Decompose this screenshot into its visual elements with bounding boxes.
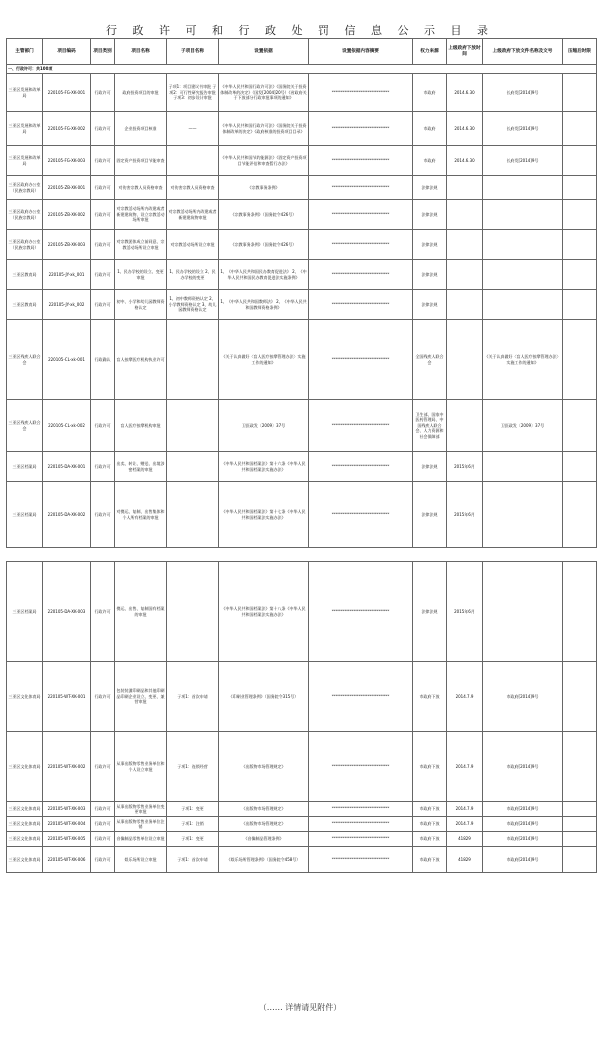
- cell-time: 2015年6月: [447, 482, 483, 548]
- cell-sub: 对宗教活动场所设立审批: [167, 230, 219, 260]
- table-row: [7, 200, 597, 230]
- cell-code: 220105-ZB-XK-001: [43, 176, 91, 200]
- cell-time: 2014.6.30: [447, 146, 483, 176]
- cell-time: 41829: [447, 847, 483, 873]
- gap-cell: [7, 548, 597, 562]
- cell-limit: [563, 320, 597, 400]
- cell-name: 包装装潢印刷品和其他印刷品印刷企业设立、变更、兼营审批: [115, 662, 167, 732]
- cell-limit: [563, 176, 597, 200]
- cell-summary: ********************************: [309, 562, 413, 662]
- cell-basis: 《出版物市场管理规定》: [219, 732, 309, 802]
- cell-limit: [563, 482, 597, 548]
- cell-name: 从事出版物零售业务单位变更审批: [115, 802, 167, 817]
- cell-sub: 子项1：连锁经营: [167, 732, 219, 802]
- cell-limit: [563, 112, 597, 146]
- cell-sub: [167, 400, 219, 452]
- cell-code: 220105-WT-XK-002: [43, 732, 91, 802]
- table-row: [7, 176, 597, 200]
- cell-limit: [563, 146, 597, 176]
- cell-summary: ********************************: [309, 662, 413, 732]
- cell-limit: [563, 400, 597, 452]
- cell-summary: ********************************: [309, 290, 413, 320]
- table-row: [7, 662, 597, 732]
- cell-dept: 三亚区教育局: [7, 260, 43, 290]
- table-row: [7, 562, 597, 662]
- cell-time: 2015年6月: [447, 562, 483, 662]
- cell-time: [447, 200, 483, 230]
- cell-time: [447, 400, 483, 452]
- cell-type: 行政许可: [91, 732, 115, 802]
- cell-dept: 三亚区政府办公室（民族宗教局）: [7, 176, 43, 200]
- gap-row: [7, 548, 597, 562]
- cell-type: 行政许可: [91, 662, 115, 732]
- cell-doc: [483, 176, 563, 200]
- cell-source: 卫生部、国家中医药管理局、中国残疾人联合会、人力资源和社会保障部: [413, 400, 447, 452]
- cell-basis: 《音像制品管理条例》: [219, 832, 309, 847]
- header-code: 项目编码: [43, 39, 91, 65]
- cell-type: 行政许可: [91, 112, 115, 146]
- cell-doc: [483, 452, 563, 482]
- cell-time: 2014.7.9: [447, 732, 483, 802]
- cell-name: 从事出版物零售业务单位注销: [115, 817, 167, 832]
- cell-code: 220105-FG-XK-001: [43, 74, 91, 112]
- cell-source: 法律法规: [413, 230, 447, 260]
- cell-basis: 《关于认真做好〈盲人医疗按摩管理办法〉实施工作的通知》: [219, 320, 309, 400]
- table-row: [7, 802, 597, 817]
- cell-basis: 《中华人民共和国档案法》第十七条《中华人民共和国档案法实施办法》: [219, 482, 309, 548]
- cell-code: 220105-ZB-XK-003: [43, 230, 91, 260]
- header-doc: 上级政府下放文件名称及文号: [483, 39, 563, 65]
- cell-doc: 长府发[2014]9号: [483, 74, 563, 112]
- cell-time: 2014.7.9: [447, 662, 483, 732]
- cell-dept: 三亚区政府办公室（民族宗教局）: [7, 230, 43, 260]
- cell-limit: [563, 832, 597, 847]
- table-row: [7, 74, 597, 112]
- table-row: [7, 482, 597, 548]
- cell-name: 盲人医疗按摩机构审批: [115, 400, 167, 452]
- cell-dept: 三亚区政府办公室（民族宗教局）: [7, 200, 43, 230]
- cell-type: 行政许可: [91, 847, 115, 873]
- header-basis: 设置依据: [219, 39, 309, 65]
- cell-dept: 三亚区文化体育局: [7, 832, 43, 847]
- header-limit: 压缩后时限: [563, 39, 597, 65]
- cell-type: 行政许可: [91, 562, 115, 662]
- cell-limit: [563, 817, 597, 832]
- cell-source: 法律法规: [413, 562, 447, 662]
- cell-code: 220105-FG-XK-002: [43, 112, 91, 146]
- cell-source: 法律法规: [413, 452, 447, 482]
- cell-basis: 《中华人民共和国行政许可法》《国务院关于投资体制改革的决定》（国发[2004]20号）《省政府关于下放部分行政审批事项的通知》: [219, 74, 309, 112]
- cell-limit: [563, 452, 597, 482]
- cell-summary: ********************************: [309, 802, 413, 817]
- cell-code: 220105-JY-xk_001: [43, 260, 91, 290]
- table-row: [7, 452, 597, 482]
- cell-sub: 对伤害宗教人员资格审查: [167, 176, 219, 200]
- cell-summary: ********************************: [309, 230, 413, 260]
- cell-doc: 卫医政发〔2009〕37号: [483, 400, 563, 452]
- table-row: [7, 146, 597, 176]
- cell-limit: [563, 200, 597, 230]
- table-row: [7, 847, 597, 873]
- table-body-b: [7, 562, 597, 873]
- cell-name: 1、民办学校的设立、变更审批: [115, 260, 167, 290]
- cell-code: 220105-FG-XK-003: [43, 146, 91, 176]
- cell-time: [447, 176, 483, 200]
- cell-name: 企业投资项目核准: [115, 112, 167, 146]
- cell-code: 220105-WT-XK-006: [43, 847, 91, 873]
- cell-basis: 《中华人民共和国行政许可法》《国务院关于投资体制改革的决定》《政府核准的投资项目目录》: [219, 112, 309, 146]
- cell-type: 行政许可: [91, 802, 115, 817]
- cell-limit: [563, 74, 597, 112]
- cell-source: 法律法规: [413, 482, 447, 548]
- cell-dept: 三亚区残疾人联合会: [7, 400, 43, 452]
- cell-dept: 三亚区文化体育局: [7, 732, 43, 802]
- table-row: [7, 260, 597, 290]
- cell-sub: [167, 482, 219, 548]
- table-row: [7, 832, 597, 847]
- table-row: [7, 400, 597, 452]
- cell-limit: [563, 290, 597, 320]
- cell-name: 对携运、复制、出售集体和个人所有档案的审批: [115, 482, 167, 548]
- cell-type: 行政许可: [91, 817, 115, 832]
- cell-basis: 《中华人民共和国节约能源法》《固定资产投资项目节能评估和审查暂行办法》: [219, 146, 309, 176]
- cell-summary: ********************************: [309, 74, 413, 112]
- cell-doc: 市政府[2014]9号: [483, 802, 563, 817]
- cell-summary: ********************************: [309, 452, 413, 482]
- cell-code: 220105-DA-XK-001: [43, 452, 91, 482]
- cell-name: 对宗教活动场所内改建或者新建建筑物、设立宗教活动场所审批: [115, 200, 167, 230]
- table-row: [7, 817, 597, 832]
- cell-limit: [563, 562, 597, 662]
- cell-source: 市政府下放: [413, 732, 447, 802]
- cell-name: 携运、出售、复制国有档案的审批: [115, 562, 167, 662]
- cell-basis: 卫医政发〔2009〕37号: [219, 400, 309, 452]
- cell-limit: [563, 662, 597, 732]
- cell-source: 市政府: [413, 146, 447, 176]
- cell-type: 行政许可: [91, 482, 115, 548]
- cell-summary: ********************************: [309, 817, 413, 832]
- cell-sub: 子项1：首次申请: [167, 847, 219, 873]
- cell-sub: [167, 320, 219, 400]
- cell-basis: 《中华人民共和国档案法》第十八条《中华人民共和国档案法实施办法》: [219, 562, 309, 662]
- cell-sub: 1、初中教师资格认定 2、小学教师资格认定 3、幼儿园教师资格认定: [167, 290, 219, 320]
- cell-time: [447, 230, 483, 260]
- footer-note: （…… 详情请见附件）: [258, 1003, 342, 1012]
- cell-source: 法律法规: [413, 176, 447, 200]
- cell-limit: [563, 847, 597, 873]
- cell-time: [447, 260, 483, 290]
- cell-dept: 三亚区发展和改革局: [7, 112, 43, 146]
- header-name: 项目名称: [115, 39, 167, 65]
- cell-sub: [167, 452, 219, 482]
- cell-code: 220105-CL-xk-002: [43, 400, 91, 452]
- document-title: 行 政 许 可 和 行 政 处 罚 信 息 公 示 目 录: [106, 24, 494, 37]
- table-row: [7, 732, 597, 802]
- catalog-table: [6, 38, 597, 873]
- cell-summary: ********************************: [309, 847, 413, 873]
- header-summary: 设置依据内容摘要: [309, 39, 413, 65]
- page-gap: [7, 548, 597, 562]
- cell-basis: 《宗教事务条例》（国务院令426号）: [219, 230, 309, 260]
- cell-doc: 市政府[2014]9号: [483, 817, 563, 832]
- cell-summary: ********************************: [309, 146, 413, 176]
- cell-doc: 长府发[2014]9号: [483, 112, 563, 146]
- cell-summary: ********************************: [309, 200, 413, 230]
- cell-name: 固定资产投资项目节能审查: [115, 146, 167, 176]
- cell-name: 初中、小学和幼儿园教师资格认定: [115, 290, 167, 320]
- cell-type: 行政许可: [91, 832, 115, 847]
- cell-sub: 子项1：项目建议书审批 子项2：可行性研究报告审批 子项3：初步设计审批: [167, 74, 219, 112]
- cell-doc: [483, 230, 563, 260]
- cell-basis: 《中华人民共和国档案法》第十六条《中华人民共和国档案法实施办法》: [219, 452, 309, 482]
- cell-dept: 三亚区残疾人联合会: [7, 320, 43, 400]
- cell-type: 行政许可: [91, 146, 115, 176]
- cell-source: 市政府下放: [413, 662, 447, 732]
- cell-time: 2014.6.30: [447, 112, 483, 146]
- header-row: [7, 39, 597, 65]
- cell-source: 法律法规: [413, 260, 447, 290]
- cell-doc: 《关于认真做好〈盲人医疗按摩管理办法〉实施工作的通知》: [483, 320, 563, 400]
- cell-time: 2014.7.9: [447, 802, 483, 817]
- cell-source: 市政府下放: [413, 847, 447, 873]
- header-time: 上级政府下放时间: [447, 39, 483, 65]
- cell-dept: 三亚区文化体育局: [7, 817, 43, 832]
- header-sub: 子项目名称: [167, 39, 219, 65]
- cell-code: 220105-ZB-XK-002: [43, 200, 91, 230]
- cell-source: 市政府: [413, 74, 447, 112]
- cell-source: 市政府下放: [413, 817, 447, 832]
- cell-doc: [483, 482, 563, 548]
- cell-doc: 市政府[2014]9号: [483, 832, 563, 847]
- header-type: 项目类别: [91, 39, 115, 65]
- cell-code: 220105-DA-XK-003: [43, 562, 91, 662]
- cell-basis: 《娱乐场所管理条例》（国务院令458号）: [219, 847, 309, 873]
- cell-source: 市政府下放: [413, 802, 447, 817]
- table-row: [7, 290, 597, 320]
- cell-basis: 1、《中华人民共和国民办教育促进法》 2、《中华人民共和国民办教育促进法实施条例》: [219, 260, 309, 290]
- cell-sub: [167, 562, 219, 662]
- cell-doc: 长府发[2014]9号: [483, 146, 563, 176]
- table-row: [7, 112, 597, 146]
- cell-type: 行政许可: [91, 176, 115, 200]
- cell-sub: 对宗教活动场所内改建或者新建建筑物审批: [167, 200, 219, 230]
- cell-summary: ********************************: [309, 112, 413, 146]
- cell-limit: [563, 260, 597, 290]
- cell-basis: 《宗教事务条例》（国务院令426号）: [219, 200, 309, 230]
- cell-sub: 子项1：变更: [167, 802, 219, 817]
- cell-time: 2014.6.30: [447, 74, 483, 112]
- cell-type: 行政许可: [91, 290, 115, 320]
- cell-type: 行政许可: [91, 230, 115, 260]
- header-source: 权力来源: [413, 39, 447, 65]
- cell-doc: [483, 562, 563, 662]
- cell-summary: ********************************: [309, 176, 413, 200]
- cell-doc: 市政府[2014]9号: [483, 662, 563, 732]
- cell-name: 娱乐场所设立审批: [115, 847, 167, 873]
- cell-type: 行政许可: [91, 74, 115, 112]
- cell-dept: 三亚区发展和改革局: [7, 146, 43, 176]
- cell-code: 220105-JY-xk_002: [43, 290, 91, 320]
- cell-source: 市政府下放: [413, 832, 447, 847]
- cell-dept: 三亚区文化体育局: [7, 662, 43, 732]
- catalog-table-wrapper: [6, 38, 596, 873]
- cell-name: 盲人按摩医疗机构执业许可: [115, 320, 167, 400]
- cell-sub: [167, 146, 219, 176]
- cell-dept: 三亚区教育局: [7, 290, 43, 320]
- cell-doc: [483, 200, 563, 230]
- cell-sub: 子项1：注销: [167, 817, 219, 832]
- cell-dept: 三亚区档案局: [7, 482, 43, 548]
- cell-summary: ********************************: [309, 732, 413, 802]
- cell-dept: 三亚区文化体育局: [7, 847, 43, 873]
- cell-code: 220105-WT-XK-004: [43, 817, 91, 832]
- cell-dept: 三亚区档案局: [7, 452, 43, 482]
- cell-source: 全国残疾人联合会: [413, 320, 447, 400]
- section-row: [7, 65, 597, 74]
- cell-name: 出卖、转让、赠送、出境涉密档案的审批: [115, 452, 167, 482]
- cell-summary: ********************************: [309, 400, 413, 452]
- cell-code: 220105-WT-XK-001: [43, 662, 91, 732]
- cell-dept: 三亚区发展和改革局: [7, 74, 43, 112]
- cell-time: 2014.7.9: [447, 817, 483, 832]
- cell-type: 行政许可: [91, 400, 115, 452]
- cell-source: 市政府: [413, 112, 447, 146]
- cell-summary: ********************************: [309, 482, 413, 548]
- cell-summary: ********************************: [309, 260, 413, 290]
- cell-doc: 市政府[2014]9号: [483, 847, 563, 873]
- cell-time: 2015年6月: [447, 452, 483, 482]
- cell-code: 220105-WT-XK-003: [43, 802, 91, 817]
- cell-summary: ********************************: [309, 320, 413, 400]
- cell-name: 对伤害宗教人员资格审查: [115, 176, 167, 200]
- cell-doc: 市政府[2014]9号: [483, 732, 563, 802]
- cell-type: 行政许可: [91, 260, 115, 290]
- cell-type: 行政许可: [91, 200, 115, 230]
- table-body-a: [7, 65, 597, 548]
- cell-basis: 《出版物市场管理规定》: [219, 817, 309, 832]
- cell-name: 政府投资项目的审批: [115, 74, 167, 112]
- table-row: [7, 320, 597, 400]
- cell-limit: [563, 230, 597, 260]
- cell-sub: 1、民办学校的设立 2、民办学校的变更: [167, 260, 219, 290]
- cell-basis: 《宗教事务条例》: [219, 176, 309, 200]
- cell-code: 220105-WT-XK-005: [43, 832, 91, 847]
- cell-time: 41829: [447, 832, 483, 847]
- cell-name: 音像制品零售单位设立审批: [115, 832, 167, 847]
- cell-source: 法律法规: [413, 200, 447, 230]
- header-dept: 主管部门: [7, 39, 43, 65]
- cell-name: 从事出版物零售业务单位和个人设立审批: [115, 732, 167, 802]
- cell-basis: 1、《中华人民共和国教师法》 2、《中华人民共和国教师资格条例》: [219, 290, 309, 320]
- cell-summary: ********************************: [309, 832, 413, 847]
- cell-limit: [563, 802, 597, 817]
- cell-basis: 《出版物市场管理规定》: [219, 802, 309, 817]
- cell-type: 行政许可: [91, 452, 115, 482]
- section-label: 一、行政许可：共100项: [7, 65, 597, 74]
- cell-time: [447, 290, 483, 320]
- cell-sub: 子项1：首次申请: [167, 662, 219, 732]
- cell-dept: 三亚区档案局: [7, 562, 43, 662]
- cell-basis: 《印刷业管理条例》（国务院令315号）: [219, 662, 309, 732]
- cell-code: 220105-CL-xk-001: [43, 320, 91, 400]
- cell-limit: [563, 732, 597, 802]
- cell-name: 对宗教团体成立前同意、宗教活动场所设立审批: [115, 230, 167, 260]
- table-row: [7, 230, 597, 260]
- cell-source: 法律法规: [413, 290, 447, 320]
- cell-sub: ——: [167, 112, 219, 146]
- cell-code: 220105-DA-XK-002: [43, 482, 91, 548]
- cell-sub: 子项1：变更: [167, 832, 219, 847]
- cell-dept: 三亚区文化体育局: [7, 802, 43, 817]
- cell-doc: [483, 260, 563, 290]
- cell-type: 行政确认: [91, 320, 115, 400]
- cell-doc: [483, 290, 563, 320]
- cell-time: [447, 320, 483, 400]
